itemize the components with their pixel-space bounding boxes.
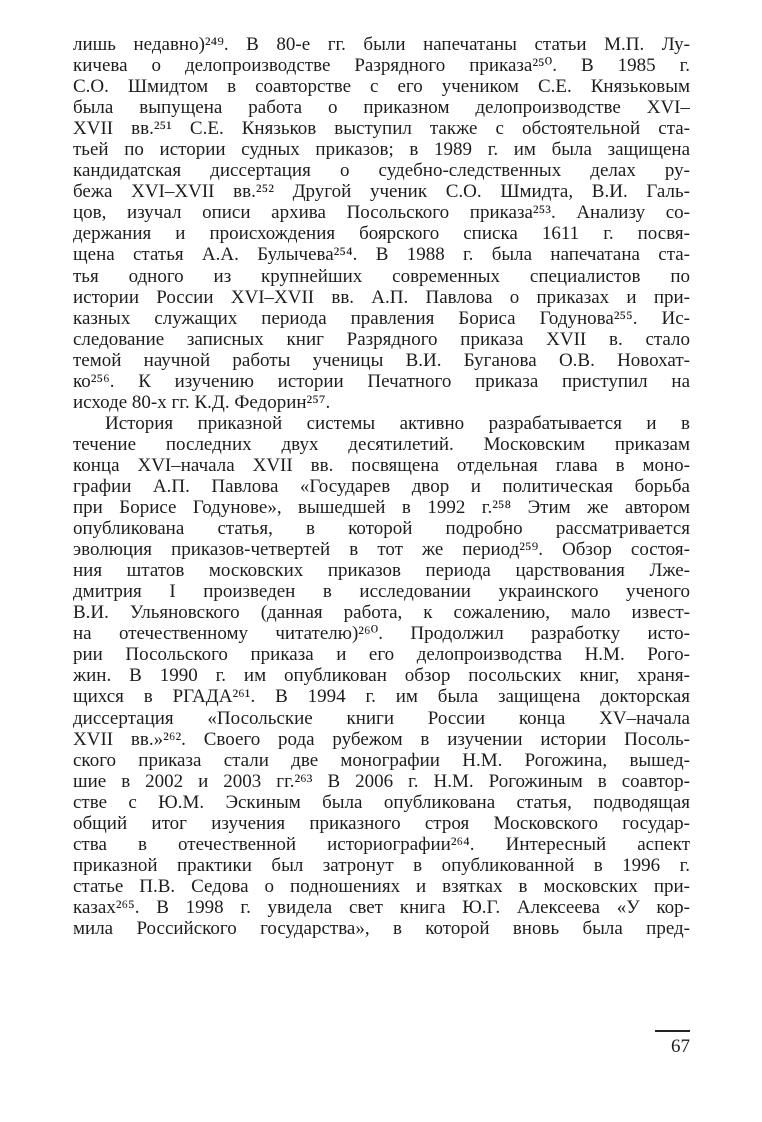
text-line: при Борисе Годунове», вышедшей в 1992 г.²⁵⁸ Этим же автором bbox=[73, 497, 690, 519]
text-line: истории России XVI–XVII вв. А.П. Павлова о приказах и при- bbox=[73, 286, 690, 308]
text-line: ко²⁵⁶. К изучению истории Печатного приказа приступил на bbox=[73, 370, 690, 392]
text-line: держания и происхождения боярского списка 1611 г. посвя- bbox=[73, 223, 690, 245]
paragraph bbox=[73, 34, 690, 413]
paragraph bbox=[73, 413, 690, 939]
text-line: жин. В 1990 г. им опубликован обзор посольских книг, храня- bbox=[73, 665, 690, 687]
text-line: рии Посольского приказа и его делопроизводства Н.М. Рого- bbox=[73, 644, 690, 666]
page-number-rule bbox=[655, 1030, 690, 1032]
text-line: щена статья А.А. Булычева²⁵⁴. В 1988 г. была напечатана ста- bbox=[73, 244, 690, 266]
page-number: 67 bbox=[671, 1036, 690, 1057]
text-line: статье П.В. Седова о подношениях и взятках в московских при- bbox=[73, 875, 690, 897]
text-line: щихся в РГАДА²⁶¹. В 1994 г. им была защищена докторская bbox=[73, 686, 690, 708]
text-line: шие в 2002 и 2003 гг.²⁶³ В 2006 г. Н.М. Рогожиным в соавтор- bbox=[73, 770, 690, 792]
text-line: эволюция приказов-четвертей в тот же период²⁵⁹. Обзор состоя- bbox=[73, 539, 690, 561]
text-line: течение последних двух десятилетий. Московским приказам bbox=[73, 433, 690, 455]
text-line: цов, изучал описи архива Посольского приказа²⁵³. Анализу со- bbox=[73, 202, 690, 224]
text-line: тья одного из крупнейших современных специалистов по bbox=[73, 265, 690, 287]
text-line: исходе 80-х гг. К.Д. Федорин²⁵⁷. bbox=[73, 391, 331, 413]
text-line: приказной практики был затронут в опубликованной в 1996 г. bbox=[73, 854, 690, 876]
text-line: на отечественному читателю)²⁶⁰. Продолжил разработку исто- bbox=[73, 623, 690, 645]
page-body-text bbox=[73, 34, 690, 939]
text-line: графии А.П. Павлова «Государев двор и политическая борьба bbox=[73, 475, 690, 497]
text-line: ния штатов московских приказов периода царствования Лже- bbox=[73, 560, 690, 582]
text-line: конца XVI–начала XVII вв. посвящена отдельная глава в моно- bbox=[73, 454, 690, 476]
text-line: С.О. Шмидтом в соавторстве с его учеником С.Е. Князьковым bbox=[73, 76, 690, 98]
text-line: была выпущена работа о приказном делопроизводстве XVI– bbox=[73, 97, 690, 119]
text-line: темой научной работы ученицы В.И. Буганова О.В. Новохат- bbox=[73, 349, 690, 371]
text-line: кандидатская диссертация о судебно-следственных делах ру- bbox=[73, 160, 690, 182]
text-line: общий итог изучения приказного строя Московского государ- bbox=[73, 812, 690, 834]
text-line: ства в отечественной историографии²⁶⁴. Интересный аспект bbox=[73, 833, 690, 855]
text-line: стве с Ю.М. Эскиным была опубликована статья, подводящая bbox=[73, 791, 690, 813]
text-line: История приказной системы активно разрабатывается и в bbox=[105, 412, 690, 434]
text-line: бежа XVI–XVII вв.²⁵² Другой ученик С.О. Шмидта, В.И. Галь- bbox=[73, 181, 690, 203]
text-line: дмитрия I произведен в исследовании украинского ученого bbox=[73, 581, 690, 603]
text-line: мила Российского государства», в которой вновь была пред- bbox=[73, 917, 690, 939]
text-line: диссертация «Посольские книги России конца XV–начала bbox=[73, 707, 690, 729]
text-line: ского приказа стали две монографии Н.М. Рогожина, вышед- bbox=[73, 749, 690, 771]
text-line: тьей по истории судных приказов; в 1989 г. им была защищена bbox=[73, 139, 690, 161]
text-line: казах²⁶⁵. В 1998 г. увидела свет книга Ю.Г. Алексеева «У кор- bbox=[73, 896, 690, 918]
text-line: лишь недавно)²⁴⁹. В 80-е гг. были напечатаны статьи М.П. Лу- bbox=[73, 34, 690, 55]
text-line: следование записных книг Разрядного приказа XVII в. стало bbox=[73, 328, 690, 350]
text-line: опубликована статья, в которой подробно рассматривается bbox=[73, 518, 690, 540]
text-line: кичева о делопроизводстве Разрядного приказа²⁵⁰. В 1985 г. bbox=[73, 55, 690, 77]
text-line: XVII вв.»²⁶². Своего рода рубежом в изучении истории Посоль- bbox=[73, 728, 690, 750]
text-line: XVII вв.²⁵¹ С.Е. Князьков выступил также с обстоятельной ста- bbox=[73, 118, 690, 140]
text-line: В.И. Ульяновского (данная работа, к сожалению, мало извест- bbox=[73, 602, 690, 624]
text-line: казных служащих периода правления Бориса Годунова²⁵⁵. Ис- bbox=[73, 307, 690, 329]
